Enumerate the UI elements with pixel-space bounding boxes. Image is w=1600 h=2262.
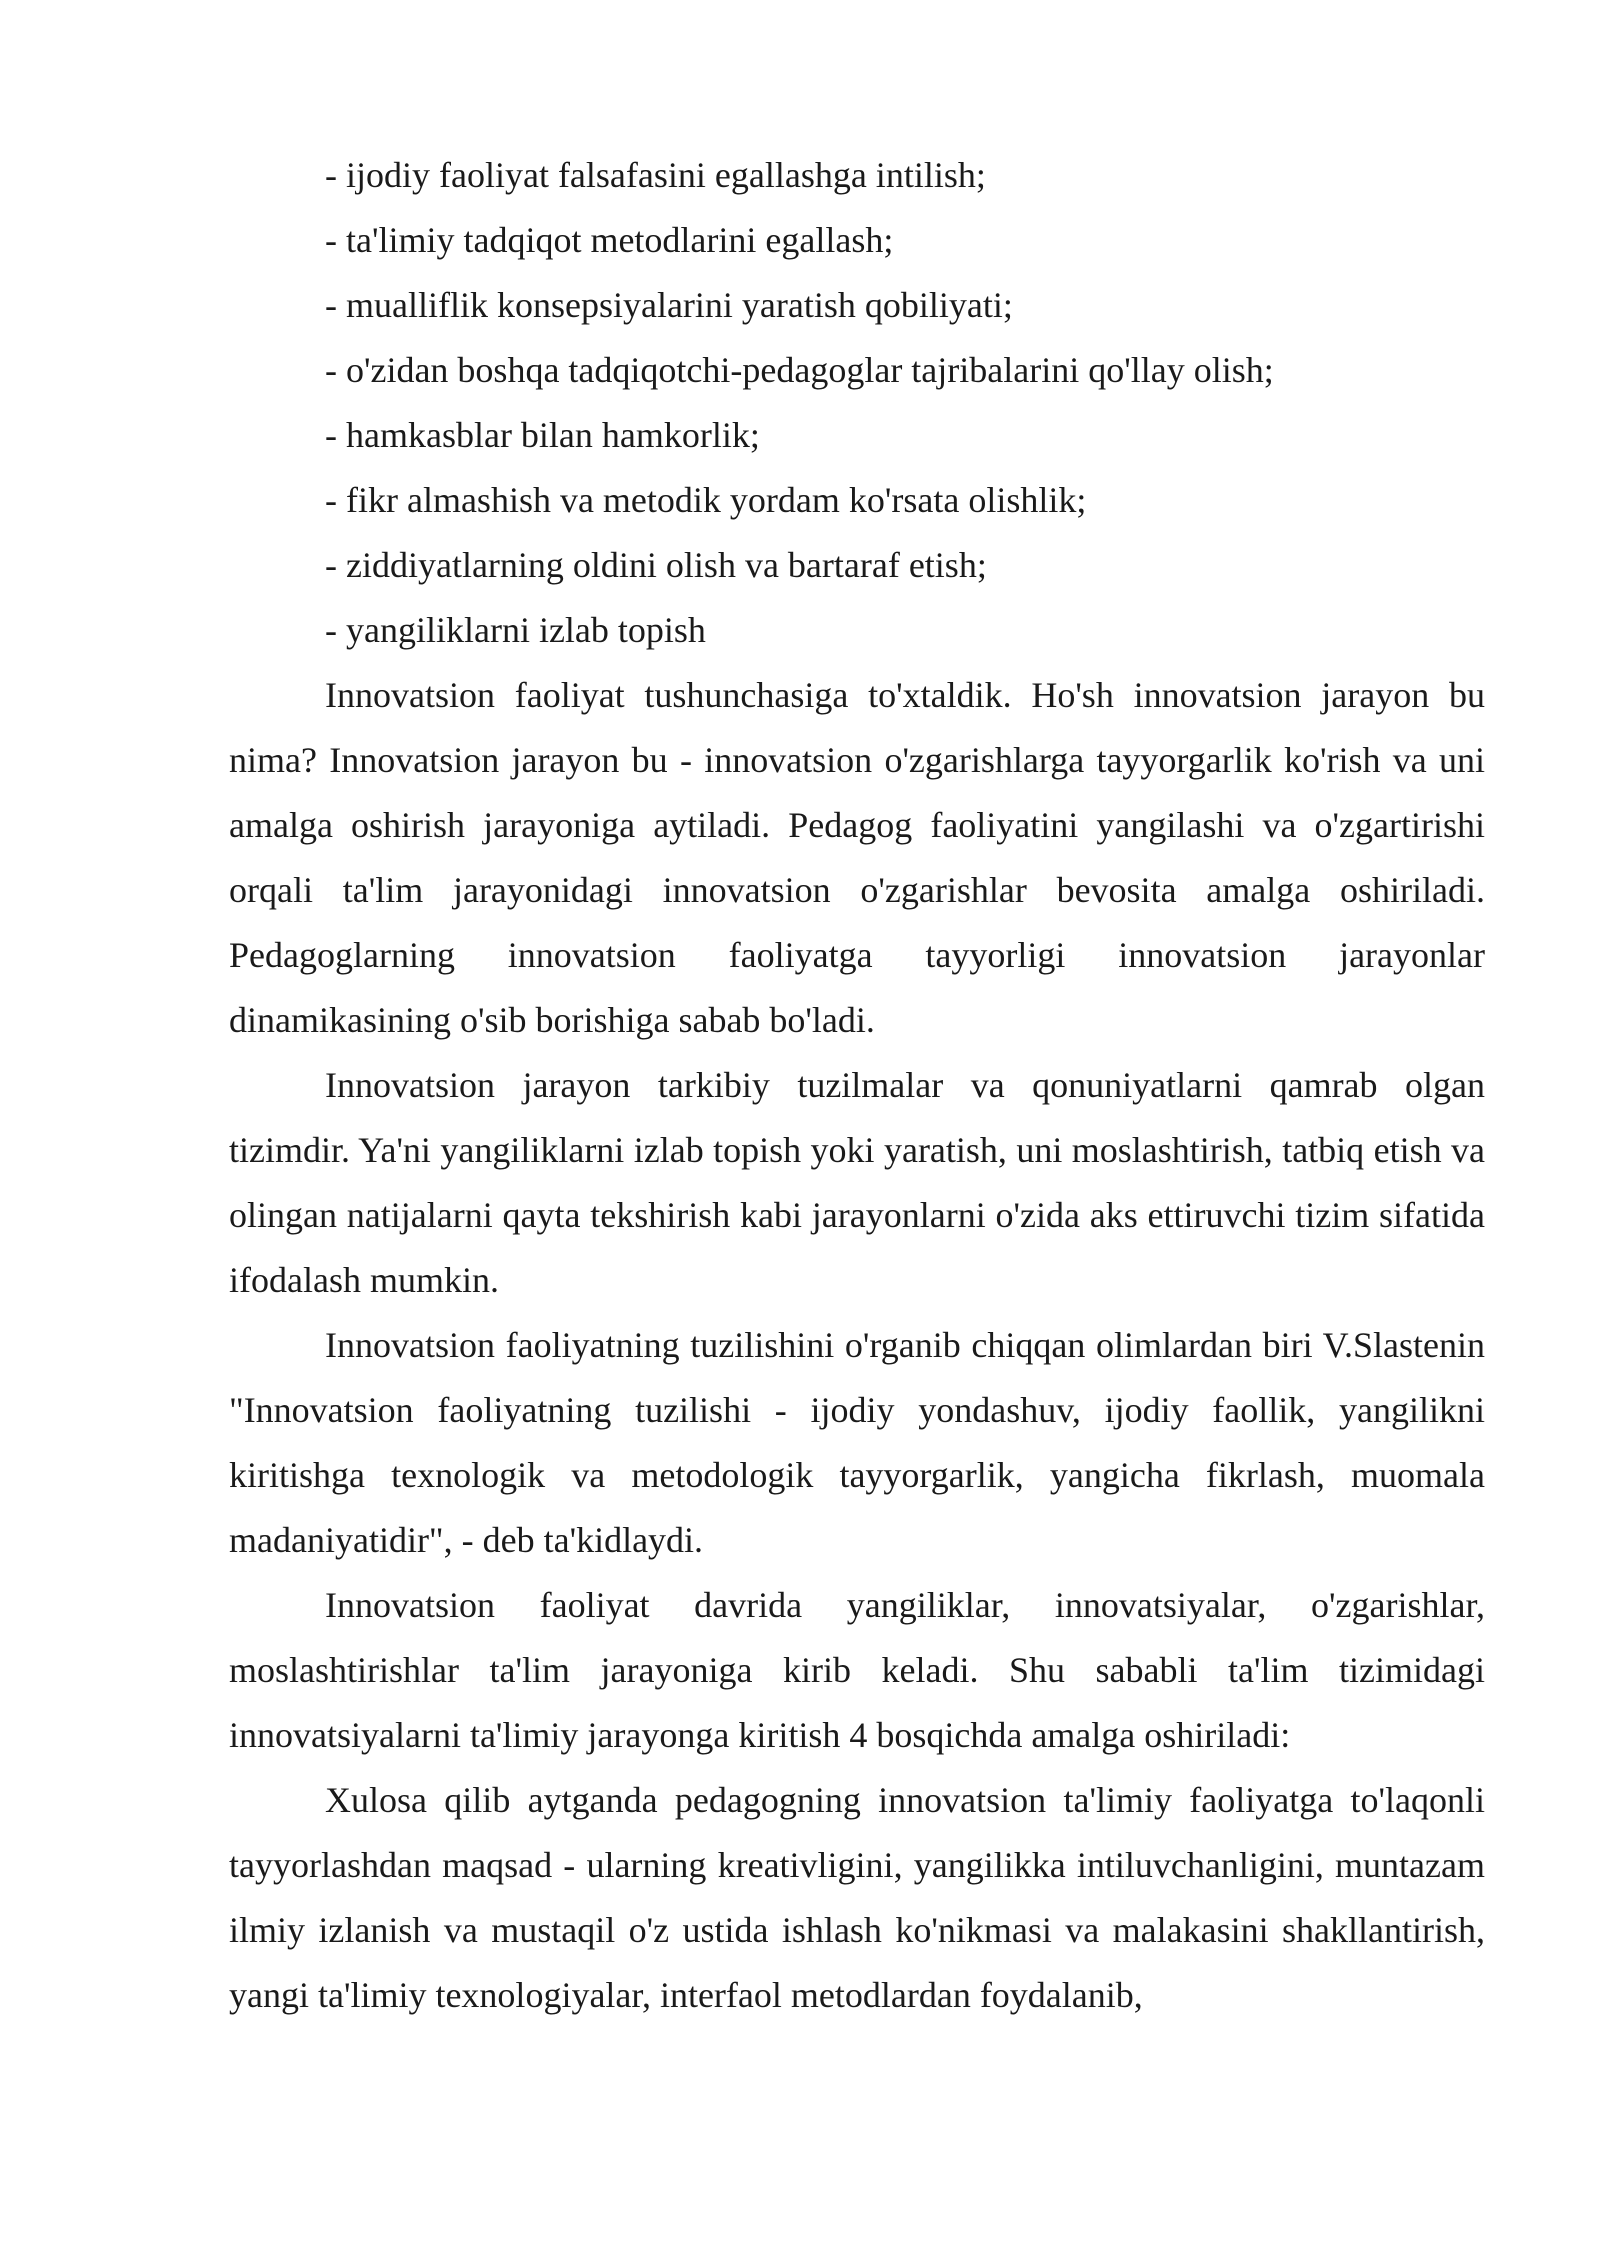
list-item: - hamkasblar bilan hamkorlik; bbox=[325, 415, 760, 455]
paragraph-conclusion: Xulosa qilib aytganda pedagogning innovatsion ta'limiy faoliyatga to'laqonli tayyorlashdan maqsad - ularning kreativligini, yangilikka intiluvchanligini, muntazam ilmiy izlanish va mustaqil o'z ustida ishlash ko'nikmasi va malakasini shakllantirish, yangi ta'limiy texnologiyalar, interfaol metodlardan foydalanib, bbox=[229, 1780, 1485, 2015]
list-item: - mualliflik konsepsiyalarini yaratish qobiliyati; bbox=[325, 285, 1013, 325]
list-item: - o'zidan boshqa tadqiqotchi-pedagoglar tajribalarini qo'llay olish; bbox=[325, 350, 1274, 390]
list-item: - yangiliklarni izlab topish bbox=[325, 610, 706, 650]
list-item: - ijodiy faoliyat falsafasini egallashga intilish; bbox=[325, 155, 986, 195]
list-item: - ziddiyatlarning oldini olish va bartaraf etish; bbox=[325, 545, 987, 585]
page-body bbox=[229, 143, 1485, 2028]
paragraph-process-system: Innovatsion jarayon tarkibiy tuzilmalar va qonuniyatlarni qamrab olgan tizimdir. Ya'ni yangiliklarni izlab topish yoki yaratish, uni moslashtirish, tatbiq etish va olingan natijalarni qayta tekshirish kabi jarayonlarni o'zida aks ettiruvchi tizim sifatida ifodalash mumkin. bbox=[229, 1065, 1485, 1300]
paragraph-innovation-process: Innovatsion faoliyat tushunchasiga to'xtaldik. Ho'sh innovatsion jarayon bu nima? Innovatsion jarayon bu - innovatsion o'zgarishlarga tayyorgarlik ko'rish va uni amalga oshirish jarayoniga aytiladi. Pedagog faoliyatini yangilashi va o'zgartirishi orqali ta'lim jarayonidagi innovatsion o'zgarishlar bevosita amalga oshiriladi. Pedagoglarning innovatsion faoliyatga tayyorligi innovatsion jarayonlar dinamikasining o'sib borishiga sabab bo'ladi. bbox=[229, 675, 1485, 1040]
list-item: - fikr almashish va metodik yordam ko'rsata olishlik; bbox=[325, 480, 1087, 520]
paragraph-slastenin-quote: Innovatsion faoliyatning tuzilishini o'rganib chiqqan olimlardan biri V.Slastenin "Innovatsion faoliyatning tuzilishi - ijodiy yondashuv, ijodiy faollik, yangilikni kiritishga texnologik va metodologik tayyorgarlik, yangicha fikrlash, muomala madaniyatidir", - deb ta'kidlaydi. bbox=[229, 1325, 1485, 1560]
requirements-list bbox=[229, 143, 1485, 663]
list-item: - ta'limiy tadqiqot metodlarini egallash; bbox=[325, 220, 894, 260]
paragraph-innovation-stages: Innovatsion faoliyat davrida yangiliklar, innovatsiyalar, o'zgarishlar, moslashtirishlar ta'lim jarayoniga kirib keladi. Shu sababli ta'lim tizimidagi innovatsiyalarni ta'limiy jarayonga kiritish 4 bosqichda amalga oshiriladi: bbox=[229, 1585, 1485, 1755]
